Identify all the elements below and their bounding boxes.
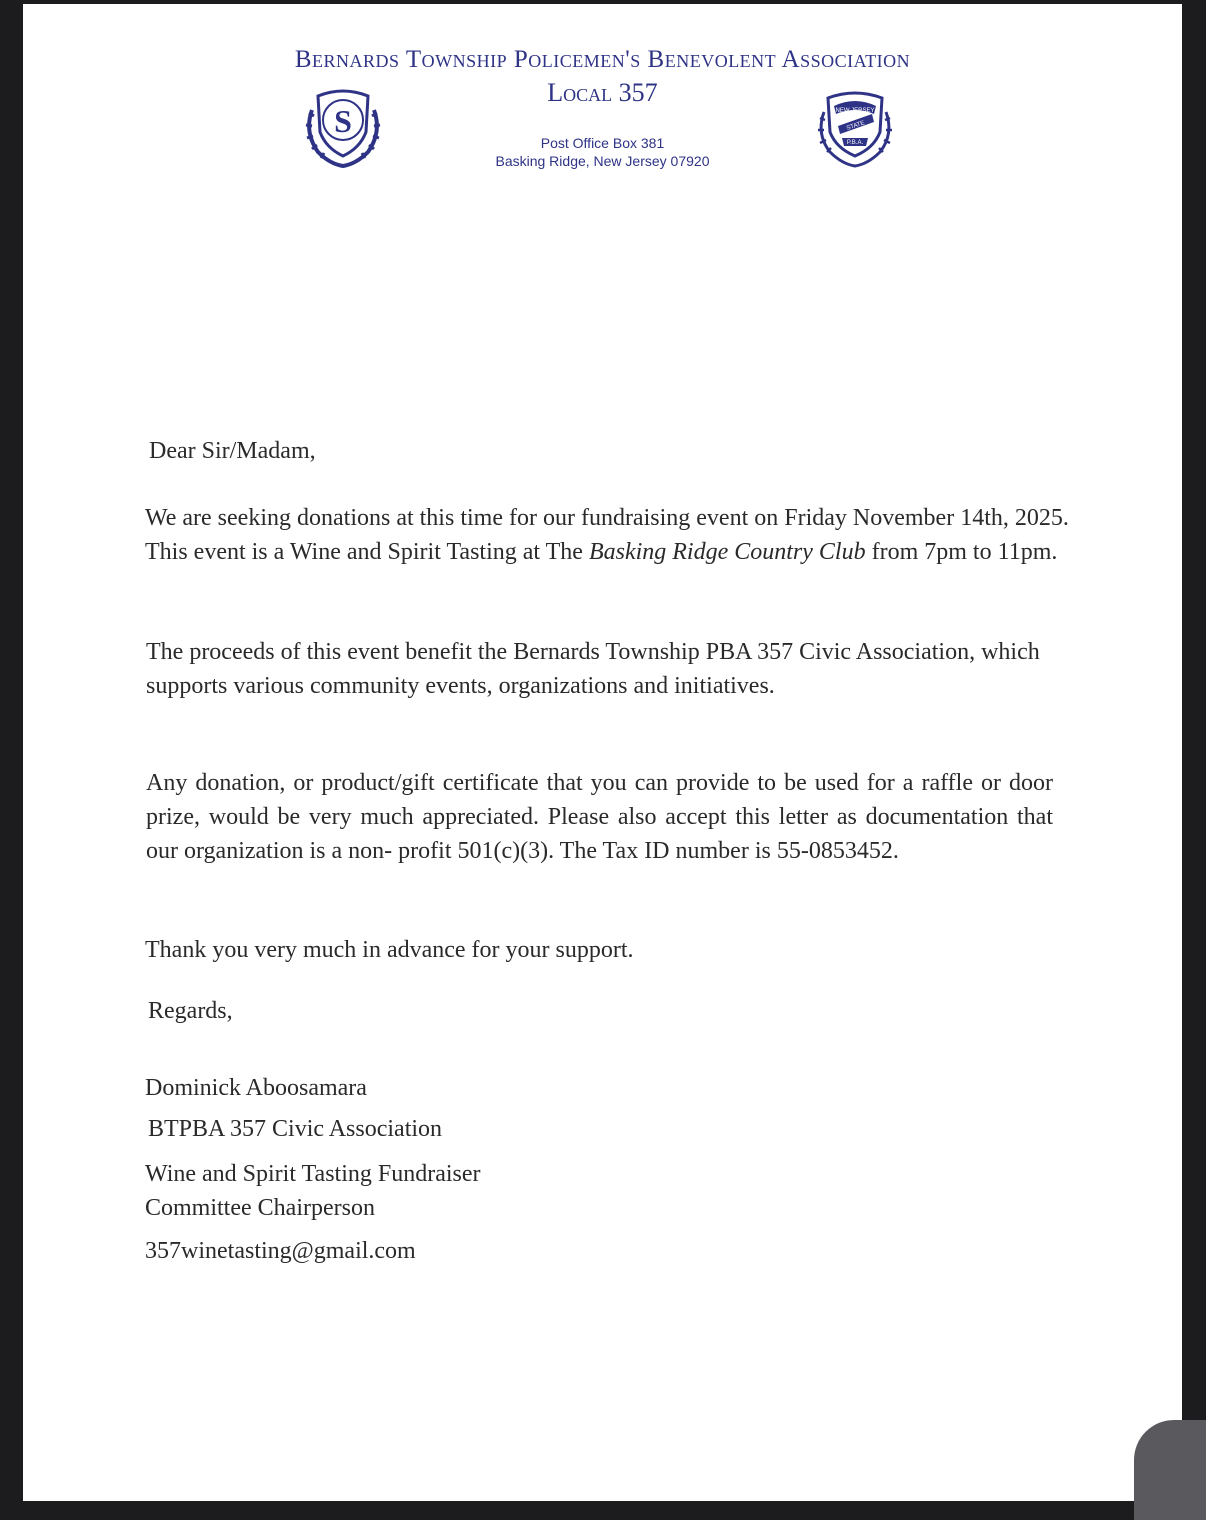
signature-name: Dominick Aboosamara bbox=[145, 1075, 367, 1101]
scroll-corner-handle[interactable] bbox=[1134, 1420, 1206, 1520]
event-text-part1: We are seeking donations at this time for our fundraising event on Friday November 14th, 2025. This event is a Wine and Spirit Tasting at The bbox=[145, 505, 1069, 565]
letterhead-address bbox=[23, 134, 1182, 170]
paragraph-event-details bbox=[145, 501, 1075, 569]
closing: Regards, bbox=[148, 998, 233, 1024]
paragraph-thanks: Thank you very much in advance for your support. bbox=[145, 937, 634, 963]
address-line-1: Post Office Box 381 bbox=[540, 135, 665, 151]
letter-page bbox=[23, 4, 1182, 1501]
svg-text:NEW JERSEY: NEW JERSEY bbox=[835, 108, 875, 114]
salutation: Dear Sir/Madam, bbox=[149, 438, 316, 464]
paragraph-donation-request: Any donation, or product/gift certificate that you can provide to be used for a raffle or door prize, would be very much appreciated. Please also accept this letter as documentation that our organization is a non- profit 501(c)(3). The Tax ID number is 55-0853452. bbox=[146, 770, 1053, 864]
event-text-part2: from 7pm to 11pm. bbox=[865, 539, 1058, 565]
letterhead-local: Local 357 bbox=[547, 78, 658, 107]
signature-organization: BTPBA 357 Civic Association bbox=[148, 1116, 443, 1142]
svg-text:P.B.A.: P.B.A. bbox=[846, 140, 864, 146]
signature-role bbox=[145, 1157, 481, 1225]
address-line-2: Basking Ridge, New Jersey 07920 bbox=[495, 153, 710, 169]
svg-text:STATE: STATE bbox=[845, 120, 866, 132]
paragraph-proceeds: The proceeds of this event benefit the Bernards Township PBA 357 Civic Association, which supports various community events, organizations and initiatives. bbox=[146, 639, 1040, 699]
pba-shield-seal-icon bbox=[300, 82, 386, 168]
nj-state-pba-seal-icon bbox=[812, 82, 898, 168]
signature-role-line-1: Wine and Spirit Tasting Fundraiser bbox=[145, 1161, 481, 1187]
signature-email: 357winetasting@gmail.com bbox=[145, 1238, 416, 1264]
event-venue: Basking Ridge Country Club bbox=[588, 539, 866, 565]
letterhead-title: Bernards Township Policemen's Benevolent Association bbox=[294, 46, 911, 73]
seal-letter: S bbox=[334, 103, 352, 139]
signature-role-line-2: Committee Chairperson bbox=[145, 1195, 375, 1221]
